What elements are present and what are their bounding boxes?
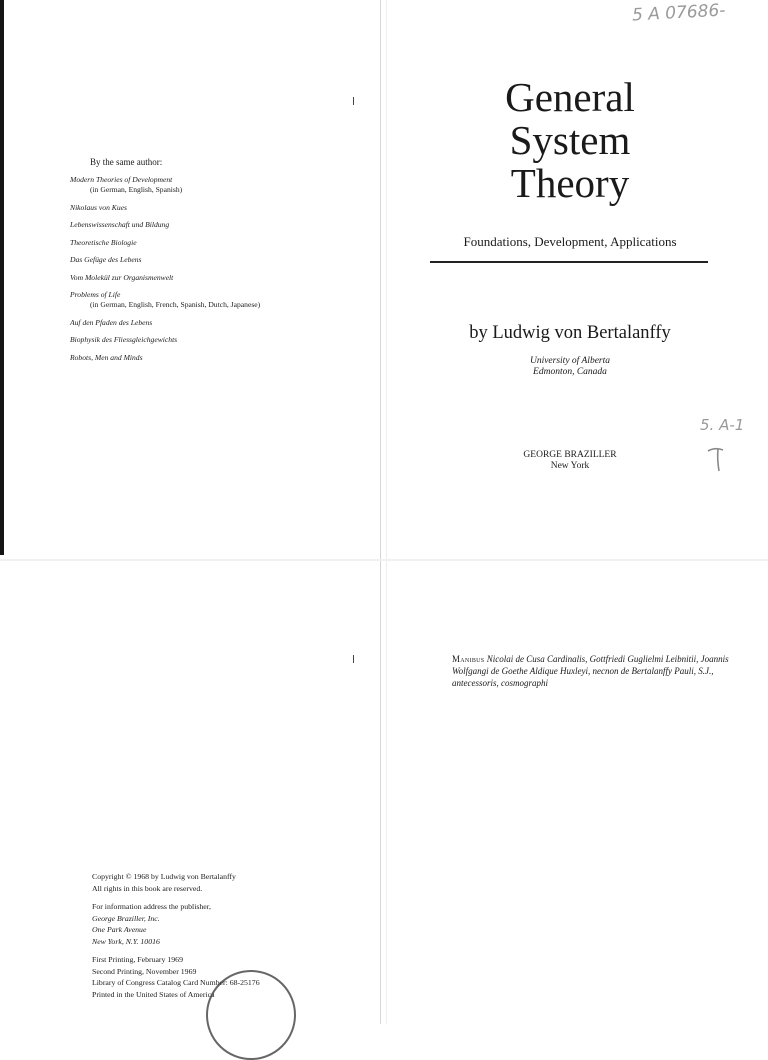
publisher-city: New York: [550, 461, 590, 471]
author-byline: by Ludwig von Bertalanffy: [469, 323, 671, 343]
book-list-item: [70, 175, 260, 195]
book-title: Auf den Pfaden des Lebens: [70, 317, 153, 327]
book-list-item: [70, 220, 260, 230]
margin-mark: [353, 655, 354, 663]
dedication-text: Nicolai de Cusa Cardinalis, Gottfriedi Guglielmi Leibnitii, Joannis Wolfgangi de Goethe Aldique Huxleyi, necnon de Bertalanffy Pauli, S.J., antecessoris, cosmographi: [452, 654, 729, 688]
printing-line: Second Printing, November 1969: [92, 966, 197, 976]
author-affiliation: [430, 356, 710, 378]
info-heading: For information address the publisher,: [92, 902, 212, 911]
page-gutter-shadow: [386, 0, 387, 1024]
dedication-lead: Manibus: [452, 654, 485, 664]
book-list-item: [70, 353, 260, 363]
book-title-block: [430, 76, 710, 205]
book-title: Problems of Life: [70, 290, 121, 299]
title-line: System: [509, 117, 631, 163]
same-author-heading: By the same author:: [90, 157, 163, 167]
title-line: Theory: [510, 160, 630, 206]
book-title: Nikolaus von Kues: [70, 202, 127, 212]
margin-mark: [353, 97, 354, 105]
book-note: (in German, English, French, Spanish, Dutch, Japanese): [90, 300, 261, 309]
scan-fold: [0, 559, 768, 561]
book-list-item: [70, 255, 260, 265]
address-line: George Braziller, Inc.: [92, 913, 160, 923]
book-subtitle: Foundations, Development, Applications: [463, 234, 677, 249]
book-title: Theoretische Biologie: [70, 237, 137, 247]
scan-edge-top: [0, 0, 4, 555]
book-title: Robots, Men and Minds: [70, 352, 143, 362]
publisher-name: GEORGE BRAZILLER: [523, 450, 617, 460]
book-title: Modern Theories of Development: [70, 175, 173, 184]
printing-line: First Printing, February 1969: [92, 955, 183, 964]
dedication: [452, 653, 752, 689]
page-gutter: [380, 0, 381, 1024]
address-line: New York, N.Y. 10016: [92, 936, 160, 946]
book-list: [70, 175, 260, 370]
book-list-item: [70, 318, 260, 328]
publisher-block: [430, 450, 710, 472]
book-title: Vom Molekül zur Organismenwelt: [70, 272, 174, 282]
book-list-item: [70, 335, 260, 345]
book-list-item: [70, 273, 260, 283]
book-list-item: [70, 203, 260, 213]
book-list-item: [70, 238, 260, 248]
printing-line: Printed in the United States of America: [92, 989, 215, 999]
book-note: (in German, English, Spanish): [90, 185, 183, 194]
library-stamp: [206, 970, 296, 1060]
affiliation-line: Edmonton, Canada: [533, 367, 607, 377]
handwritten-note-right: 5. A-1: [700, 416, 745, 434]
book-title: Das Gefüge des Lebens: [70, 255, 142, 264]
book-list-item: [70, 290, 260, 310]
copyright-line: Copyright © 1968 by Ludwig von Bertalanffy: [92, 872, 236, 881]
title-line: General: [505, 74, 635, 120]
rights-line: All rights in this book are reserved.: [92, 883, 203, 893]
address-line: One Park Avenue: [92, 925, 147, 934]
publisher-address-block: [92, 901, 260, 947]
copyright-block: [92, 871, 260, 894]
affiliation-line: University of Alberta: [529, 356, 611, 366]
handwritten-mark: [706, 445, 726, 473]
book-title: Biophysik des Fliessgleichgewichts: [70, 335, 178, 344]
handwritten-note-top: 5 A 07686-: [631, 0, 726, 26]
title-divider: [430, 261, 708, 263]
book-title: Lebenswissenschaft und Bildung: [70, 220, 170, 229]
printing-line: Library of Congress Catalog Card Number: 68-25176: [92, 978, 260, 987]
